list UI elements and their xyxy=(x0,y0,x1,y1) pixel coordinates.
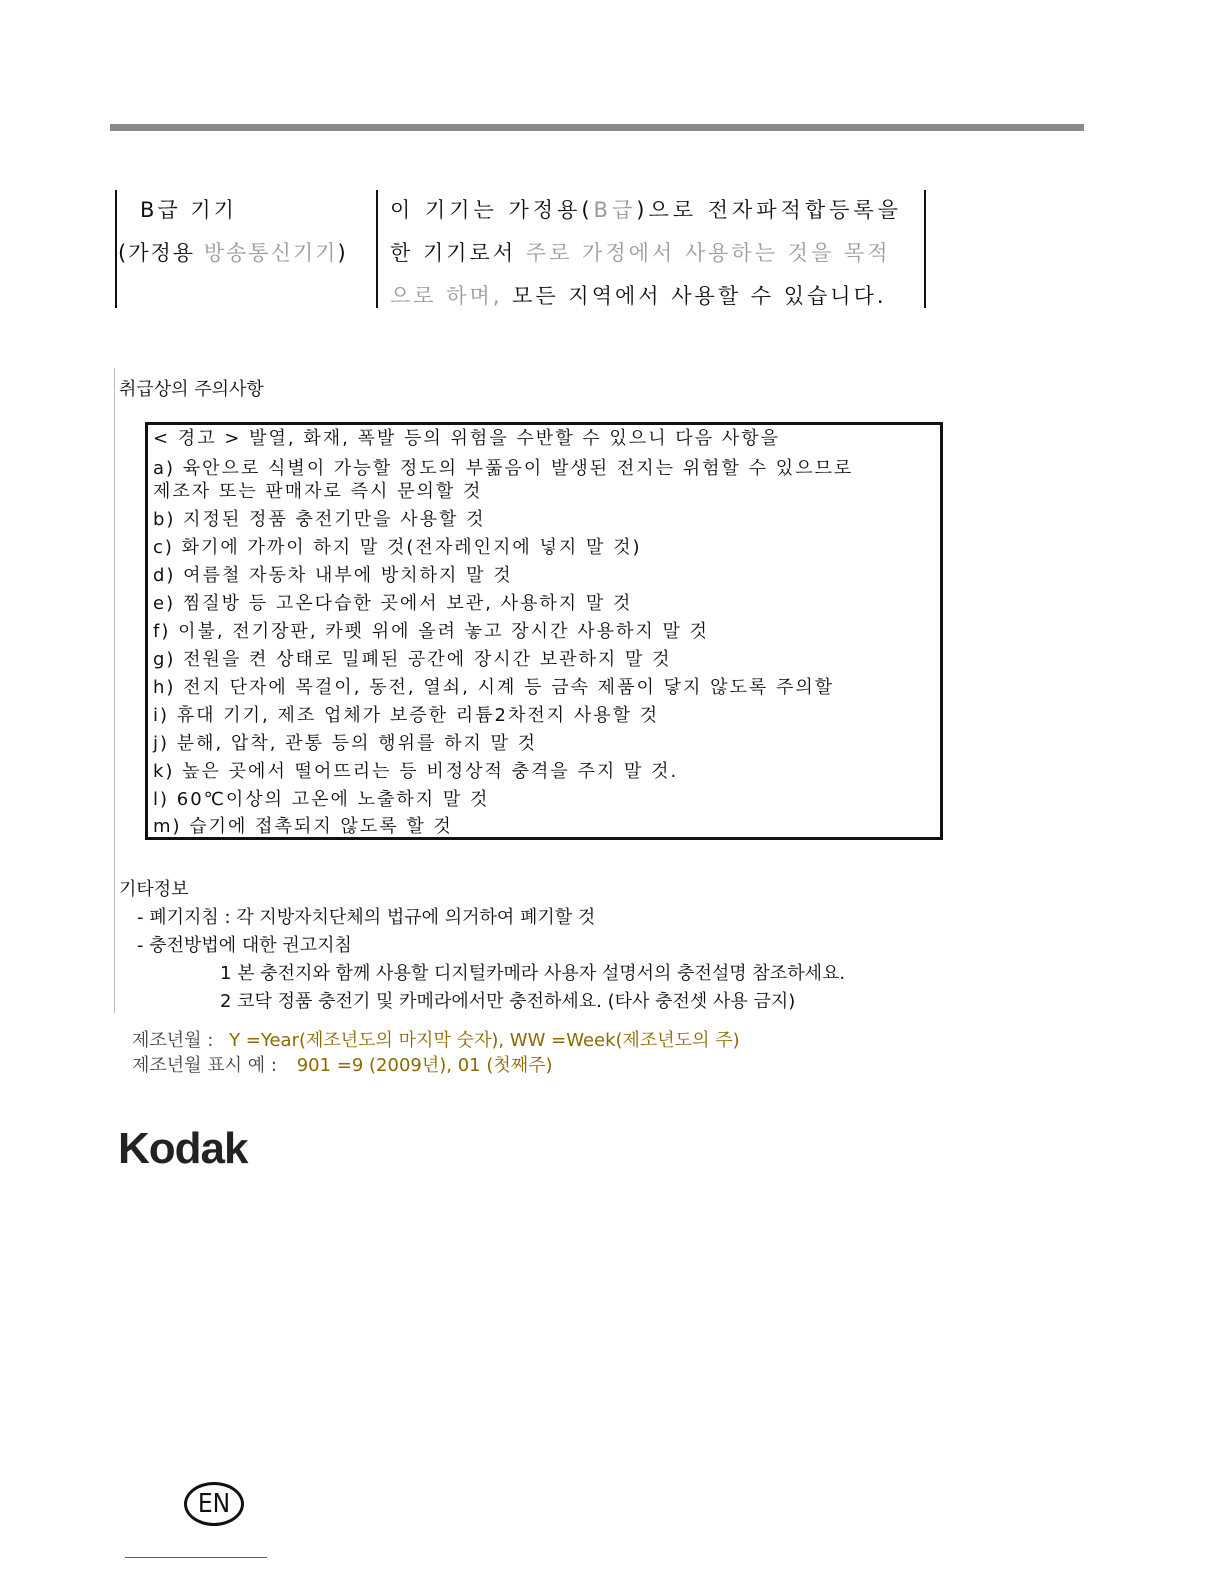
class-b-sublabel-gray: 방송통신기기 xyxy=(203,241,338,265)
warning-line: j) 분해, 압착, 관통 등의 행위를 하지 말 것 xyxy=(153,733,538,754)
class-b-desc-line-2 xyxy=(390,237,891,267)
kodak-logo: Kodak xyxy=(118,1124,248,1173)
other-info-heading: 기타정보 xyxy=(119,879,189,900)
class-b-notice-table xyxy=(114,190,930,310)
class-b-desc-line-1 xyxy=(390,194,902,224)
section-left-rule xyxy=(114,368,115,1013)
warning-line: l) 60℃이상의 고온에 노출하지 말 것 xyxy=(153,789,490,810)
desc-3a: 으로 하며, xyxy=(390,284,503,308)
warning-line: d) 여름철 자동차 내부에 방치하지 말 것 xyxy=(153,565,513,586)
charging-guideline-heading: - 충전방법에 대한 권고지침 xyxy=(137,935,352,956)
desc-2a: 한 기기로서 xyxy=(390,241,526,265)
class-b-label: B급 기기 xyxy=(140,198,237,222)
caution-heading: 취급상의 주의사항 xyxy=(119,379,264,400)
warning-line: < 경고 > 발열, 화재, 폭발 등의 위험을 수반할 수 있으니 다음 사항을 xyxy=(153,428,780,449)
disposal-guideline: - 폐기지침 : 각 지방자치단체의 법규에 의거하여 폐기할 것 xyxy=(137,907,596,928)
class-b-sublabel-suffix: ) xyxy=(337,241,348,265)
warning-line: m) 습기에 접촉되지 않도록 할 것 xyxy=(153,816,453,837)
desc-1c: )으로 전자파적합등록을 xyxy=(636,198,902,222)
table-border-right xyxy=(924,190,926,308)
footer-link-underline xyxy=(125,1557,267,1558)
class-b-desc-line-3 xyxy=(390,280,887,310)
warning-line: c) 화기에 가까이 하지 말 것(전자레인지에 넣지 말 것) xyxy=(153,537,642,558)
warning-line: g) 전원을 켠 상태로 밀폐된 공간에 장시간 보관하지 말 것 xyxy=(153,649,672,670)
desc-2b: 주로 가정에서 사용하는 것을 목적 xyxy=(525,241,891,265)
charging-guideline-2: 2 코닥 정품 충전기 및 카메라에서만 충전하세요. (타사 충전셋 사용 금지) xyxy=(220,991,796,1012)
desc-3b: 모든 지역에서 사용할 수 있습니다. xyxy=(502,284,887,308)
manufacture-example-line xyxy=(132,1051,553,1077)
warning-line: e) 찜질방 등 고온다습한 곳에서 보관, 사용하지 말 것 xyxy=(153,593,633,614)
warning-line: b) 지정된 정품 충전기만을 사용할 것 xyxy=(153,509,486,530)
desc-1b: B급 xyxy=(593,198,637,222)
table-border-left xyxy=(115,190,117,308)
warning-box xyxy=(145,422,943,840)
warning-line: f) 이불, 전기장판, 카펫 위에 올려 놓고 장시간 사용하지 말 것 xyxy=(153,621,709,642)
desc-1a: 이 기기는 가정용( xyxy=(390,198,594,222)
manufacture-example-label: 제조년월 표시 예 : xyxy=(132,1055,277,1076)
class-b-sublabel-prefix: (가정용 xyxy=(118,241,204,265)
warning-line: h) 전지 단자에 목걸이, 동전, 열쇠, 시계 등 금속 제품이 닿지 않도록 주의할 xyxy=(153,677,835,698)
manufacture-format-label: 제조년월 : xyxy=(132,1030,214,1051)
class-b-sublabel xyxy=(118,237,348,267)
warning-line: i) 휴대 기기, 제조 업체가 보증한 리튬2차전지 사용할 것 xyxy=(153,705,660,726)
manufacture-example-value: 901 =9 (2009년), 01 (첫째주) xyxy=(296,1055,553,1076)
manufacture-format-line xyxy=(132,1026,740,1052)
manufacture-format-value: Y =Year(제조년도의 마지막 숫자), WW =Week(제조년도의 주) xyxy=(229,1030,740,1051)
table-border-middle xyxy=(376,190,378,308)
charging-guideline-1: 1 본 충전지와 함께 사용할 디지털카메라 사용자 설명서의 충전설명 참조하세요. xyxy=(220,963,846,984)
warning-line: 제조자 또는 판매자로 즉시 문의할 것 xyxy=(153,481,483,502)
language-badge-en[interactable]: EN xyxy=(184,1482,244,1526)
warning-line: a) 육안으로 식별이 가능할 정도의 부풂음이 발생된 전지는 위험할 수 있으므로 xyxy=(153,458,854,479)
warning-line: k) 높은 곳에서 떨어뜨리는 등 비정상적 충격을 주지 말 것. xyxy=(153,761,679,782)
header-rule xyxy=(110,124,1084,131)
